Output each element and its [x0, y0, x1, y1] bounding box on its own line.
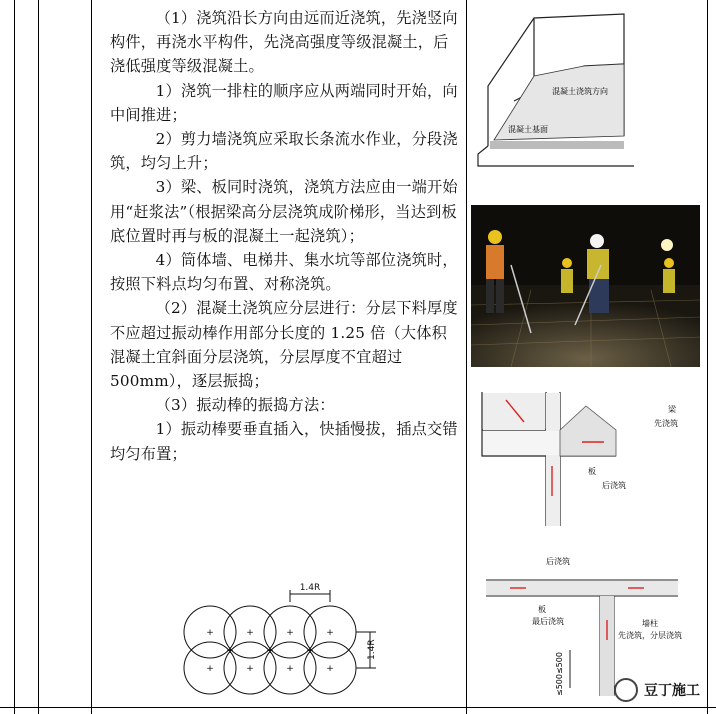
svg-text:+: +	[206, 664, 214, 674]
slab-label: 板	[538, 605, 546, 614]
paragraph: 2）剪力墙浇筑应采取长条流水作业，分段浇筑，均匀上升；	[110, 130, 458, 173]
dim-label-top: 1.4R	[299, 583, 321, 593]
paragraph: （3）振动棒的振捣方法：	[155, 396, 335, 415]
svg-text:+: +	[246, 664, 254, 674]
concrete-base	[490, 141, 624, 149]
after-pour-label: 后浇筑	[602, 481, 626, 490]
slope-label-top: 混凝土浇筑方向	[552, 87, 608, 96]
table-border	[0, 707, 716, 708]
svg-text:+: +	[266, 646, 274, 656]
slab-label: 板	[588, 467, 596, 476]
after-pour-top-label: 后浇筑	[546, 557, 570, 566]
beam-slab-diagram	[476, 386, 692, 536]
watermark	[614, 678, 700, 702]
table-border	[91, 0, 92, 714]
svg-text:+: +	[286, 628, 294, 638]
svg-text:+: +	[326, 664, 334, 674]
beam-label: 梁	[668, 405, 676, 414]
svg-text:+: +	[306, 646, 314, 656]
vibrator-circle-diagram	[180, 580, 380, 695]
light-icon	[661, 239, 673, 251]
first-pour-layer-label: 先浇筑，分层浇筑	[618, 631, 682, 640]
worker-figure	[663, 258, 675, 293]
paragraph: （2）混凝土浇筑应分层进行：分层下料厚度不应超过振动棒作用部分长度的 1.25 倍（大体积混凝土宜斜面分层浇筑，分层厚度不宜超过 500mm），逐层振捣；	[110, 299, 458, 391]
dim-label-right: 1.4R	[367, 639, 377, 660]
table-border	[38, 0, 39, 714]
paragraph: 1）振动棒要垂直插入，快插慢拔，插点交错均匀布置；	[110, 420, 458, 463]
paragraph: 1）浇筑一排柱的顺序应从两端同时开始，向中间推进；	[110, 81, 458, 124]
svg-text:+: +	[226, 646, 234, 656]
first-pour-label: 先浇筑	[654, 419, 678, 428]
table-border	[466, 0, 467, 714]
table-border	[14, 0, 15, 714]
svg-text:+: +	[286, 664, 294, 674]
paragraph: 4）筒体墙、电梯井、集水坑等部位浇筑时，按照下料点均匀布置、对称浇筑。	[110, 251, 458, 294]
watermark-logo-icon	[614, 678, 638, 702]
final-pour-label: 最后浇筑	[532, 617, 564, 626]
construction-text	[110, 6, 462, 466]
svg-text:+: +	[326, 628, 334, 638]
wall-column-label: 墙柱	[642, 619, 658, 628]
svg-text:+: +	[246, 628, 254, 638]
dimension-label: ≤500≤500	[555, 652, 564, 696]
svg-text:+: +	[206, 628, 214, 638]
table-border	[707, 0, 708, 714]
worker-figure	[561, 258, 573, 293]
paragraph: （1）浇筑沿长方向由远而近浇筑，先浇竖向构件，再浇水平构件，先浇高强度等级混凝土，后浇低强度等级混凝土。	[110, 9, 458, 76]
slope-pouring-diagram	[474, 6, 646, 174]
paragraph: 3）梁、板同时浇筑，浇筑方法应由一端开始用“赶浆法”（根据梁高分层浇筑成阶梯形，当达到板底位置时再与板的混凝土一起浇筑）；	[110, 178, 458, 245]
watermark-text: 豆丁施工	[644, 683, 700, 699]
construction-photo	[471, 205, 700, 367]
slope-label-bottom: 混凝土基面	[508, 125, 548, 134]
